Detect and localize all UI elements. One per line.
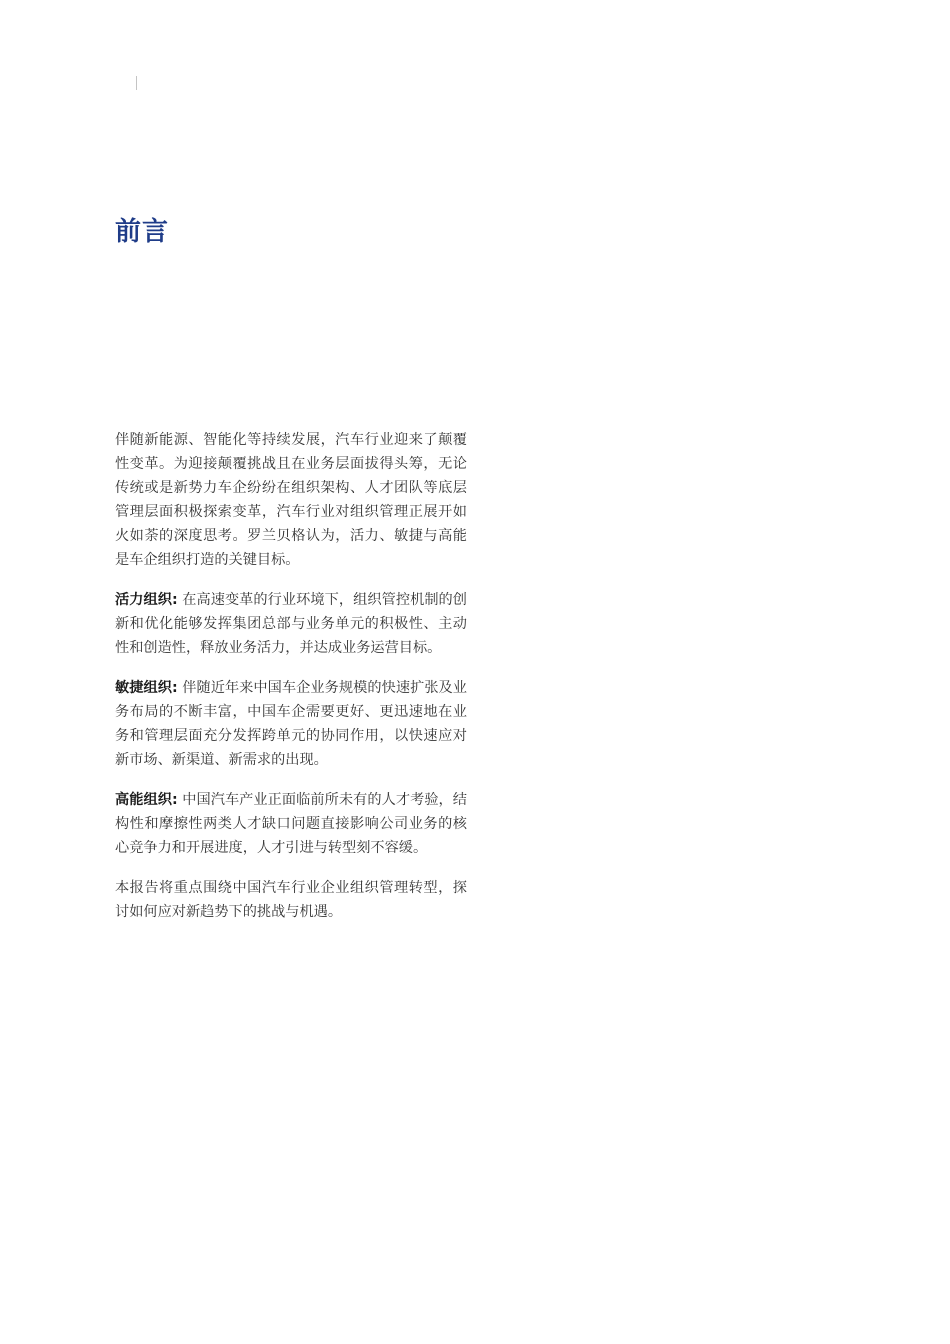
page-title: 前言	[115, 217, 170, 247]
intro-paragraph: 伴随新能源、智能化等持续发展，汽车行业迎来了颠覆性变革。为迎接颠覆挑战且在业务层面拔得头筹，无论传统或是新势力车企纷纷在组织架构、人才团队等底层管理层面积极探索变革，汽车行业对组织管理正展开如火如荼的深度思考。罗兰贝格认为，活力、敏捷与高能是车企组织打造的关键目标。	[115, 432, 467, 568]
section-high-performance-term: 高能组织:	[115, 792, 178, 808]
section-agility-text: 伴随近年来中国车企业务规模的快速扩张及业务布局的不断丰富，中国车企需要更好、更迅速地在业务和管理层面充分发挥跨单元的协同作用，以快速应对新市场、新渠道、新需求的出现。	[115, 680, 467, 768]
preface-body	[115, 428, 467, 940]
section-agility	[115, 676, 467, 772]
section-vitality-term: 活力组织:	[115, 592, 178, 608]
closing-paragraph: 本报告将重点围绕中国汽车行业企业组织管理转型，探讨如何应对新趋势下的挑战与机遇。	[115, 880, 467, 920]
section-agility-term: 敏捷组织:	[115, 680, 178, 696]
section-vitality-text: 在高速变革的行业环境下，组织管控机制的创新和优化能够发挥集团总部与业务单元的积极性、主动性和创造性，释放业务活力，并达成业务运营目标。	[115, 592, 467, 656]
section-vitality	[115, 588, 467, 660]
section-high-performance-text: 中国汽车产业正面临前所未有的人才考验，结构性和摩擦性两类人才缺口问题直接影响公司业务的核心竞争力和开展进度，人才引进与转型刻不容缓。	[115, 792, 467, 856]
section-high-performance	[115, 788, 467, 860]
header-divider-mark	[136, 76, 137, 90]
